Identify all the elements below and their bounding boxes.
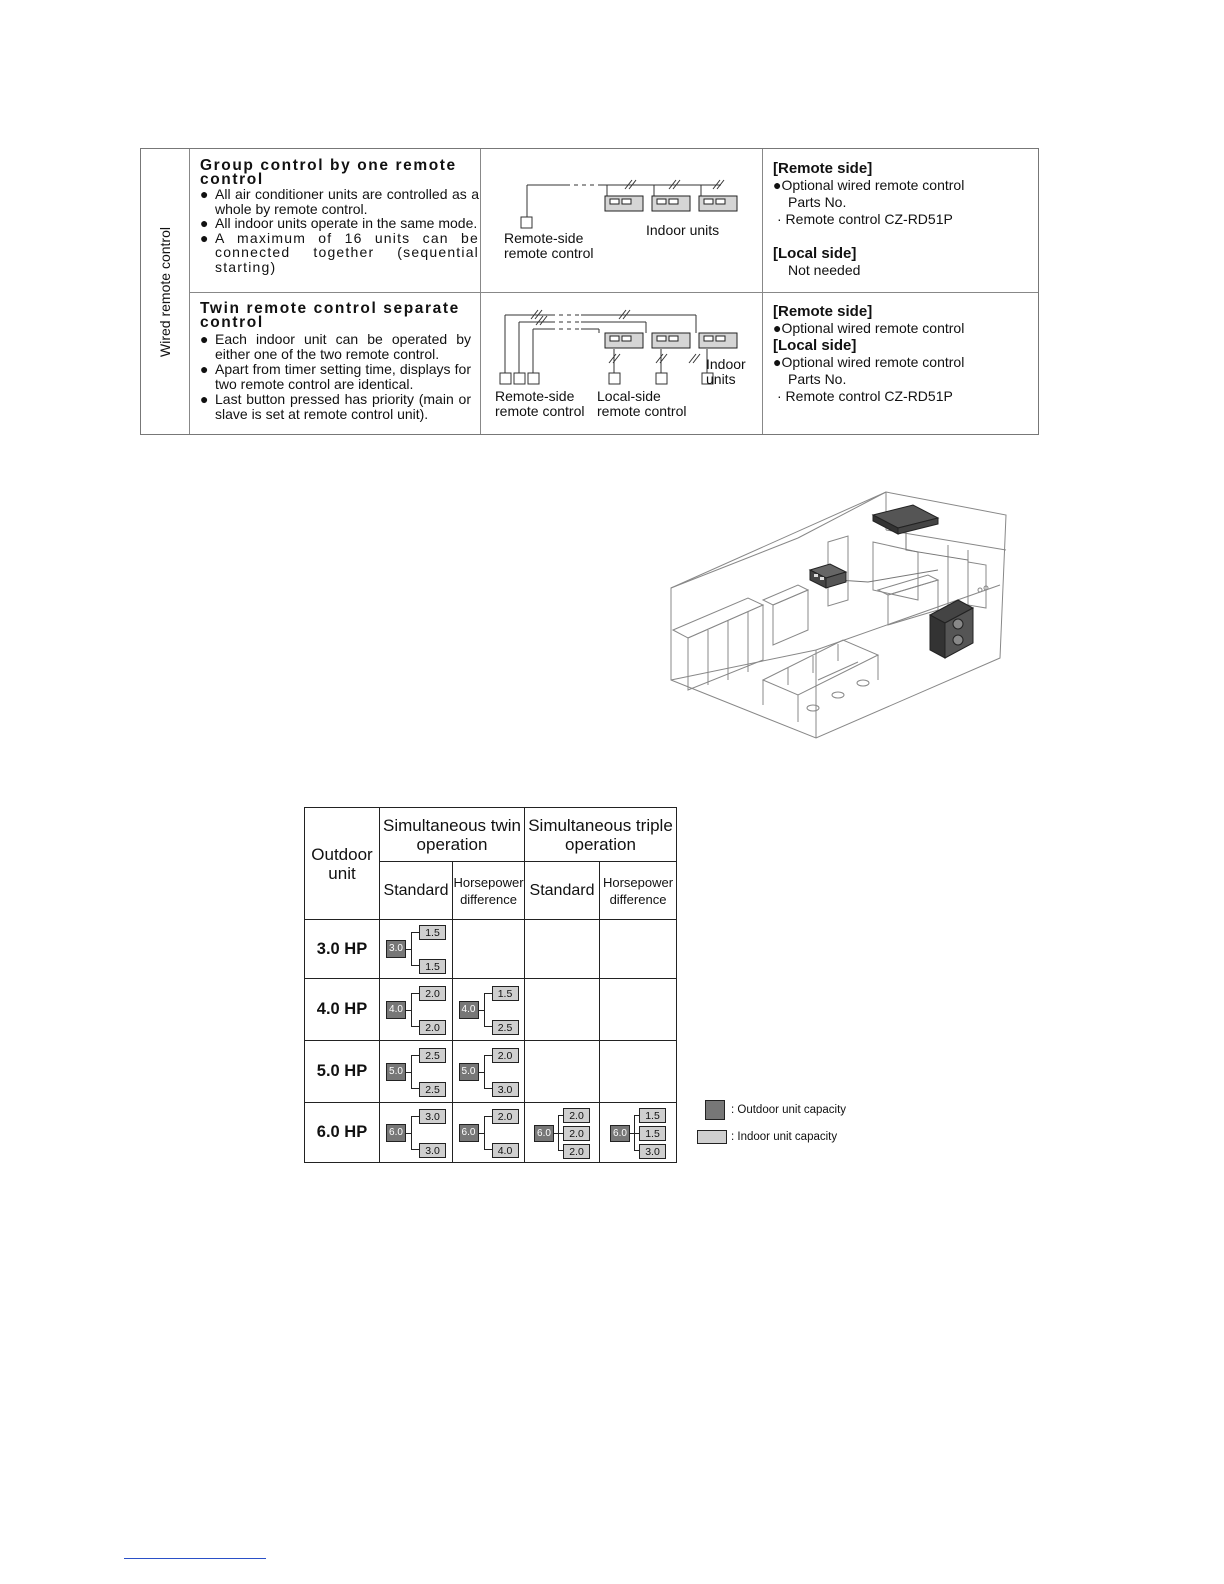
remote-side-remote-label: Remote-side remote control [504,230,594,261]
cell-6hp-twin-diff [453,1103,525,1163]
indoor-capacity-box: 2.0 [563,1144,590,1159]
outdoor-swatch [705,1100,725,1120]
indoor-capacity-box: 2.0 [563,1126,590,1141]
capacity-legend [697,1100,897,1150]
table-row [305,1041,677,1103]
cell-4hp-twin-standard [380,979,453,1041]
sub-triple-standard: Standard [525,862,600,920]
indoor-capacity-box: 1.5 [492,986,519,1001]
cell-6hp-triple-diff [600,1103,677,1163]
office-installation-illustration [668,490,1010,740]
group-control-description [200,159,479,274]
outdoor-unit [930,600,973,658]
indoor-units-label: Indoor units [646,222,720,238]
local-side-heading: [Local side] [773,245,857,262]
indoor-capacity-box: 1.5 [639,1108,666,1123]
indoor-capacity-box: 3.0 [639,1144,666,1159]
cell-6hp-twin-standard [380,1103,453,1163]
indoor-capacity-box: 1.5 [419,959,446,974]
parts-no: Parts No. [788,194,847,210]
twin-control-diagram [481,293,762,435]
indoor-capacity-box: 4.0 [492,1143,519,1158]
cell-5hp-twin-diff [453,1041,525,1103]
twin-local-side-heading: [Local side] [773,337,857,354]
twin-control-title: Twin remote control separate control [200,300,460,331]
twin-control-description [200,302,471,421]
cell-5hp-twin-standard [380,1041,453,1103]
twin-parts-no: Parts No. [788,371,847,387]
indoor-capacity-box: 2.0 [419,1020,446,1035]
indoor-capacity-box: 2.0 [492,1109,519,1124]
sub-twin-hp-diff: Horsepower difference [453,862,525,920]
indoor-capacity-box: 3.0 [419,1143,446,1158]
remote-model: · Remote control CZ-RD51P [777,211,953,227]
indoor-capacity-box: 2.0 [419,986,446,1001]
header-triple-operation: Simultaneous triple operation [525,808,677,862]
row-label-4hp: 4.0 HP [305,979,380,1041]
outdoor-capacity-box: 6.0 [386,1124,406,1142]
outdoor-capacity-box: 3.0 [386,940,406,958]
group-control-requirements [773,160,1033,279]
outdoor-capacity-box: 6.0 [459,1124,479,1142]
twin-bullet-2: ● Apart from timer setting time, displays for two remote control are identical. [200,362,471,391]
row-label-3hp: 3.0 HP [305,920,380,979]
twin-remote-side-label: Remote-side remote control [495,388,585,419]
side-label: Wired remote control [157,226,173,357]
wall-indoor-unit [810,564,846,588]
twin-local-side-item: ●Optional wired remote control [773,354,965,370]
table-row [305,1103,677,1163]
twin-remote-side-heading: [Remote side] [773,303,873,320]
legend-indoor-label: : Indoor unit capacity [731,1131,838,1143]
footnote-rule [124,1558,266,1559]
table-row [305,920,677,979]
outdoor-capacity-box: 6.0 [610,1125,630,1142]
local-side-item: Not needed [788,262,861,278]
indoor-capacity-box: 3.0 [492,1082,519,1097]
outdoor-capacity-box: 5.0 [459,1063,479,1081]
cell-3hp-triple-diff [600,920,677,979]
twin-remote-model: · Remote control CZ-RD51P [777,388,953,404]
indoor-swatch [697,1130,727,1144]
group-control-title: Group control by one remote control [200,157,457,188]
outdoor-capacity-box: 4.0 [459,1001,479,1019]
row-label-6hp: 6.0 HP [305,1103,380,1163]
table-row [305,979,677,1041]
indoor-capacity-box: 2.0 [563,1108,590,1123]
outdoor-capacity-box: 6.0 [534,1125,554,1142]
remote-side-item: ●Optional wired remote control [773,177,965,193]
indoor-capacity-box: 2.5 [419,1048,446,1063]
header-twin-operation: Simultaneous twin operation [380,808,525,862]
indoor-capacity-box: 1.5 [419,925,446,940]
control-table [140,148,1039,435]
cell-5hp-triple-standard [525,1041,600,1103]
cell-3hp-triple-standard [525,920,600,979]
sub-triple-hp-diff: Horsepower difference [600,862,677,920]
row-label-5hp: 5.0 HP [305,1041,380,1103]
header-outdoor-unit: Outdoor unit [305,808,380,920]
indoor-unit-icons [605,196,737,211]
outdoor-capacity-box: 5.0 [386,1063,406,1081]
twin-remote-side-item: ●Optional wired remote control [773,320,965,336]
group-bullet-1: ● All air conditioner units are controlled as a whole by remote control. [200,187,479,216]
cell-3hp-twin-standard [380,920,453,979]
twin-bullet-1: ● Each indoor unit can be operated by either one of the two remote control. [200,332,471,361]
legend-outdoor-label: : Outdoor unit capacity [731,1104,847,1116]
group-wiring-lines [481,149,762,292]
group-bullet-2: ● All indoor units operate in the same mode. [200,216,479,231]
capacity-table [304,807,677,1163]
cell-4hp-triple-standard [525,979,600,1041]
cell-4hp-triple-diff [600,979,677,1041]
ceiling-indoor-unit [873,505,938,534]
cell-6hp-triple-standard [525,1103,600,1163]
twin-bullet-3: ● Last button pressed has priority (main or slave is set at remote control unit). [200,392,471,421]
sub-twin-standard: Standard [380,862,453,920]
cell-3hp-twin-diff [453,920,525,979]
group-control-diagram [481,149,762,292]
cell-4hp-twin-diff [453,979,525,1041]
indoor-capacity-box: 2.5 [492,1020,519,1035]
indoor-capacity-box: 1.5 [639,1126,666,1141]
group-bullet-3: ● A maximum of 16 units can be connected together (sequential starting) [200,231,479,275]
indoor-unit-icons [605,333,737,348]
indoor-capacity-box: 2.5 [419,1082,446,1097]
indoor-capacity-box: 3.0 [419,1109,446,1124]
outdoor-capacity-box: 4.0 [386,1001,406,1019]
twin-indoor-units-label: Indoor units [706,356,746,387]
indoor-capacity-box: 2.0 [492,1048,519,1063]
twin-local-side-label: Local-side remote control [597,388,687,419]
remote-side-heading: [Remote side] [773,160,873,177]
cell-5hp-triple-diff [600,1041,677,1103]
twin-control-requirements [773,303,1033,405]
